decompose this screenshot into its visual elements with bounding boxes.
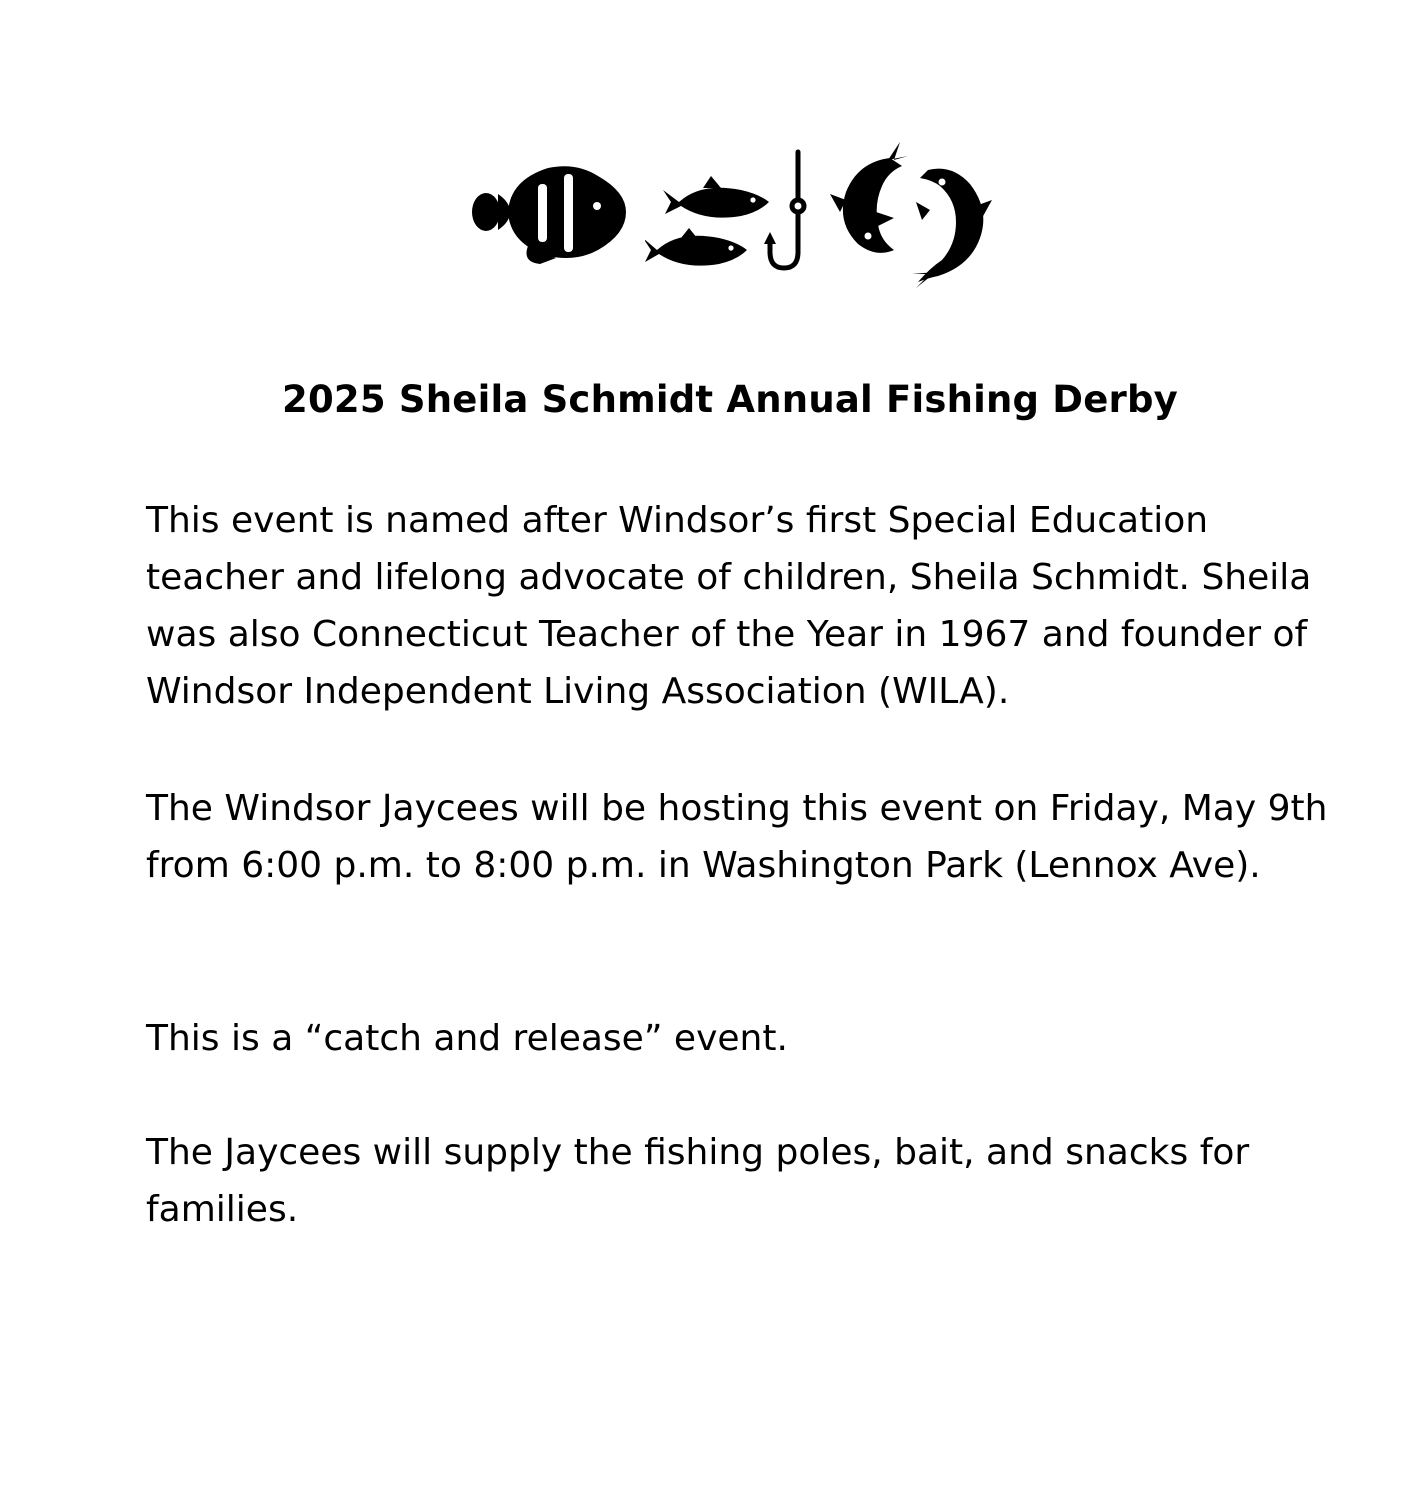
event-details-paragraph: The Windsor Jaycees will be hosting this event on Friday, May 9th from 6:00 p.m. to 8:00 p.m. in Washington Park (Lennox Ave). xyxy=(146,788,1328,886)
fish-hook-icon xyxy=(762,148,812,272)
clownfish-icon xyxy=(470,162,630,266)
two-fish-icon xyxy=(645,172,771,276)
koi-fish-left-icon xyxy=(828,140,908,260)
event-namesake-paragraph: This event is named after Windsor’s first Special Education teacher and lifelong advocate of children, Sheila Schmidt. Sheila was also Connecticut Teacher of the Year in 1967 and founder of Windsor Independent Living Association (WILA). xyxy=(146,500,1312,712)
catch-and-release-paragraph: This is a “catch and release” event. xyxy=(146,1018,788,1059)
fish-icon-row xyxy=(460,130,1000,300)
supplies-paragraph: The Jaycees will supply the fishing poles, bait, and snacks for families. xyxy=(146,1132,1250,1230)
koi-fish-right-icon xyxy=(908,164,994,288)
event-title: 2025 Sheila Schmidt Annual Fishing Derby xyxy=(282,378,1178,421)
